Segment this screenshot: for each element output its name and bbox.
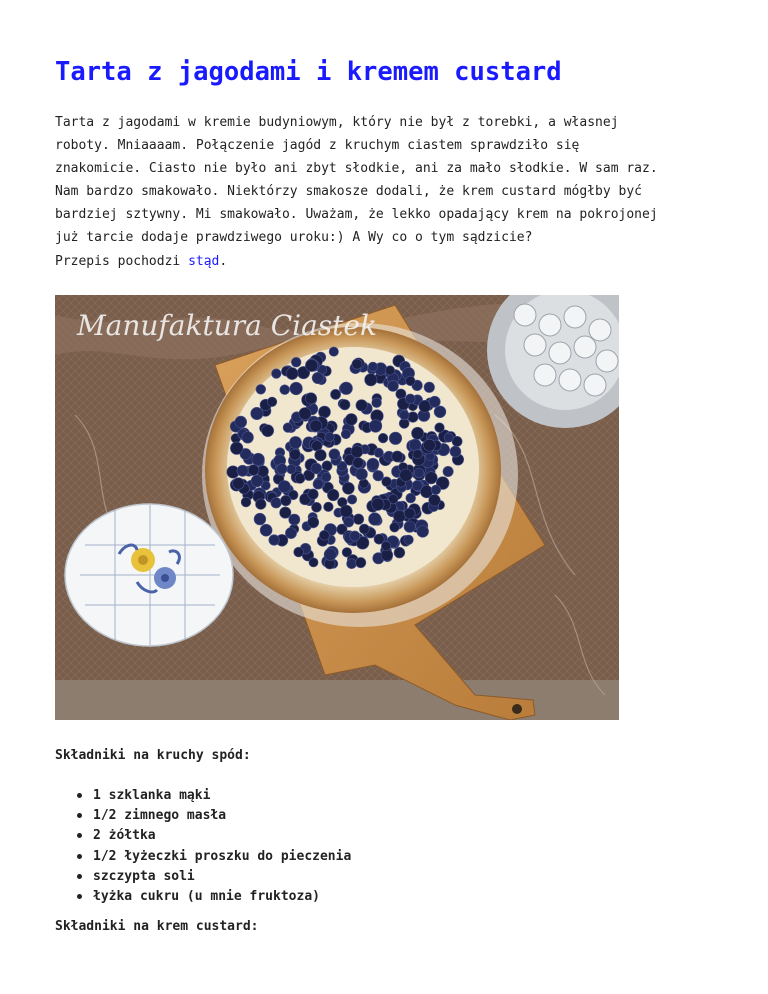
decorative-plate	[65, 504, 233, 646]
list-item: łyżka cukru (u mnie fruktoza)	[75, 887, 351, 907]
photo-watermark: Manufaktura Ciastek	[77, 309, 377, 342]
intro-paragraph: Tarta z jagodami w kremie budyniowym, który nie był z torebki, a własnej roboty. Mniaaaam. Połączenie jagód z kruchym ciastem sprawdziło się znakomicie. Ciasto nie było ani zbyt słodkie, ani za mało słodkie. W sam raz. Nam bardzo smakowało. Niektórzy smakosze dodali, że krem custard mógłby być bardziej sztywny. Mi smakowało. Uważam, że lekko opadający krem na pokrojonej już tarcie dodaje prawdziwego uroku:) A Wy co o tym sądzicie?	[55, 115, 658, 245]
tart	[202, 323, 518, 627]
custard-heading: Składniki na krem custard:	[55, 919, 259, 934]
list-item: 2 żółtka	[75, 826, 351, 846]
source-prefix: Przepis pochodzi	[55, 254, 189, 269]
source-link[interactable]: stąd	[188, 254, 220, 269]
crust-heading: Składniki na kruchy spód:	[55, 748, 251, 763]
list-item: 1 szklanka mąki	[75, 786, 351, 806]
source-line	[55, 251, 227, 273]
list-item: 1/2 łyżeczki proszku do pieczenia	[75, 847, 351, 867]
tart-photo	[55, 295, 619, 720]
article-title: Tarta z jagodami i kremem custard	[55, 57, 562, 87]
crust-ingredients-list	[75, 786, 351, 907]
source-suffix: .	[219, 254, 228, 269]
list-item: szczypta soli	[75, 867, 351, 887]
list-item: 1/2 zimnego masła	[75, 806, 351, 826]
